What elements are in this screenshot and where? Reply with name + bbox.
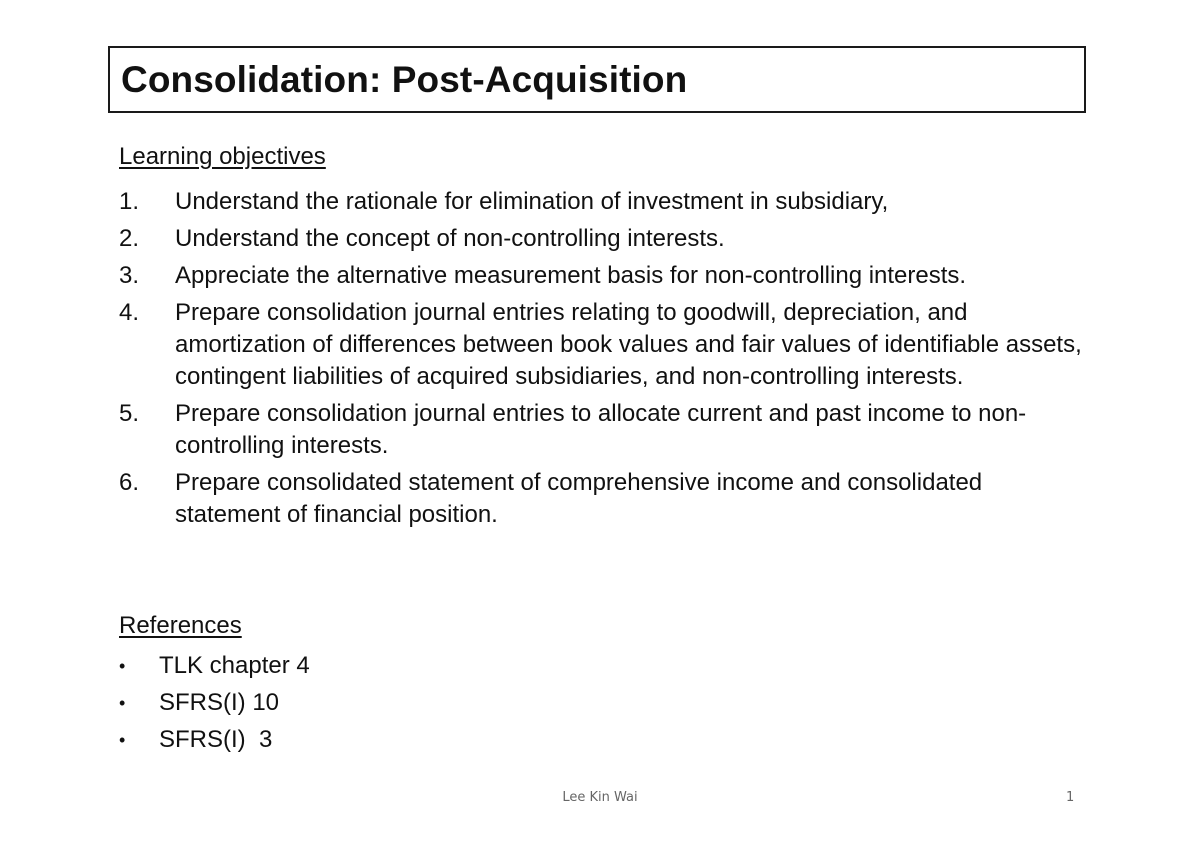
bullet-icon: • [119, 730, 126, 750]
bullet-icon: • [119, 656, 126, 676]
list-item [119, 186, 1089, 218]
list-item-text: Understand the rationale for elimination of investment in subsidiary, [175, 188, 889, 215]
slide-title: Consolidation: Post-Acquisition [121, 59, 688, 100]
list-item [119, 724, 310, 756]
list-item [119, 687, 310, 719]
list-item [119, 467, 1089, 531]
list-item-text: Understand the concept of non-controlling interests. [175, 225, 725, 252]
objectives-heading: Learning objectives [119, 143, 326, 170]
references-heading: References [119, 612, 242, 639]
list-item [119, 260, 1089, 292]
list-item-text: Prepare consolidated statement of comprehensive income and consolidated statement of financial position. [175, 469, 983, 528]
list-item-number: 3. [119, 262, 140, 289]
list-item [119, 650, 310, 682]
references-list [119, 650, 310, 761]
page-number: 1 [1066, 790, 1075, 805]
list-item-text: Appreciate the alternative measurement basis for non-controlling interests. [175, 262, 967, 289]
objectives-list [119, 186, 1089, 536]
reference-text: SFRS(I) 10 [159, 689, 280, 716]
list-item [119, 398, 1089, 462]
list-item-number: 1. [119, 188, 140, 215]
list-item-number: 2. [119, 225, 140, 252]
list-item [119, 297, 1089, 393]
reference-text: SFRS(I) 3 [159, 726, 273, 753]
list-item [119, 223, 1089, 255]
list-item-text: Prepare consolidation journal entries relating to goodwill, depreciation, and amortization of differences between book values and fair values of identifiable assets, contingent liabilities of acquired subsidiaries, and non-controlling interests. [175, 299, 1082, 390]
list-item-text: Prepare consolidation journal entries to allocate current and past income to non-controlling interests. [175, 400, 1027, 459]
list-item-number: 5. [119, 400, 140, 427]
list-item-number: 4. [119, 299, 140, 326]
reference-text: TLK chapter 4 [159, 652, 310, 679]
bullet-icon: • [119, 693, 126, 713]
title-box [108, 46, 1086, 113]
footer-author: Lee Kin Wai [562, 790, 638, 805]
list-item-number: 6. [119, 469, 140, 496]
